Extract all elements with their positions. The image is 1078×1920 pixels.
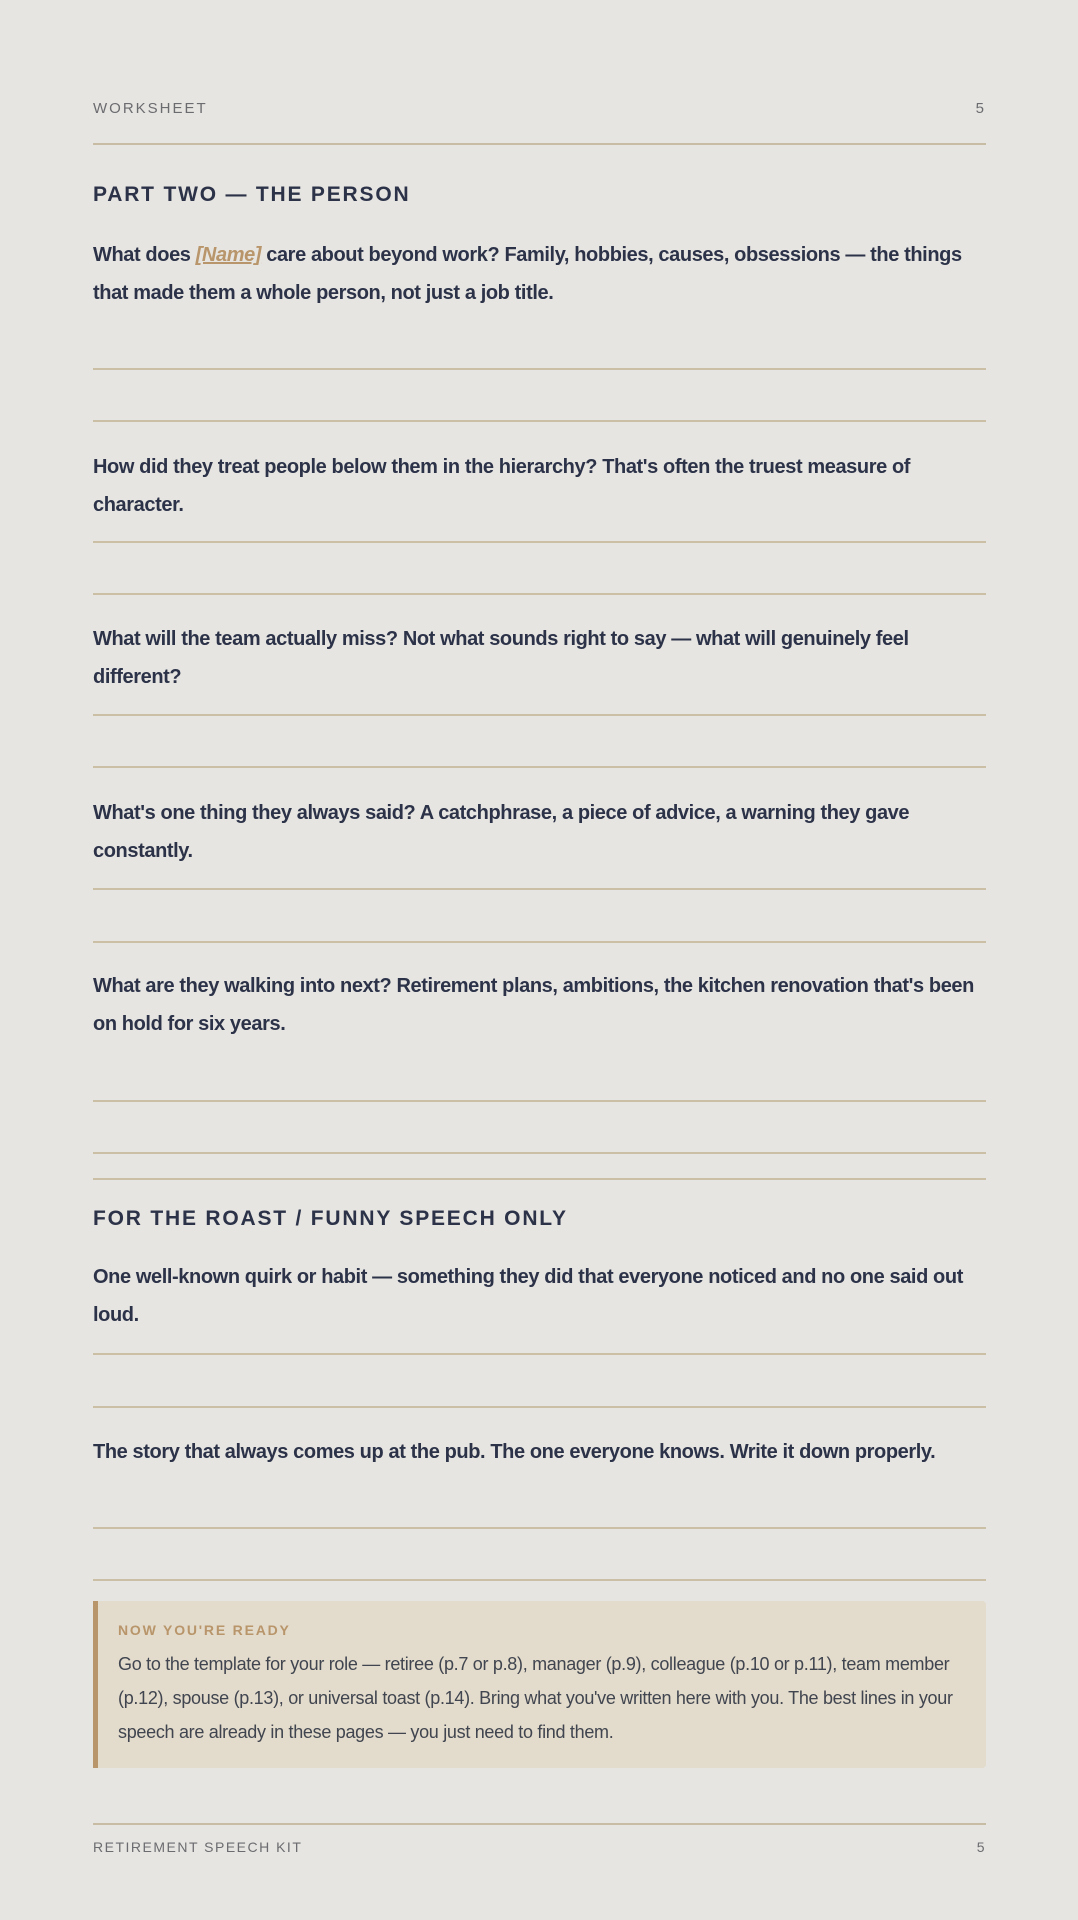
answer-line[interactable] — [93, 1406, 986, 1408]
answer-line[interactable] — [93, 714, 986, 716]
answer-line[interactable] — [93, 1527, 986, 1529]
question-3: What will the team actually miss? Not what sounds right to say — what will genuinely feel different? — [93, 628, 909, 688]
header-divider — [93, 143, 986, 145]
section-divider — [93, 1178, 986, 1180]
answer-line[interactable] — [93, 766, 986, 768]
question-2: How did they treat people below them in the hierarchy? That's often the truest measure of character. — [93, 456, 911, 516]
answer-line[interactable] — [93, 888, 986, 890]
footer-label: RETIREMENT SPEECH KIT — [93, 1839, 303, 1855]
callout-text: Go to the template for your role — retiree (p.7 or p.8), manager (p.9), colleague (p.10 or p.11), team member (p.12), spouse (p.13), or universal toast (p.14). Bring what you've written here with you. The best lines in your speech are already in these pages — you just need to find them. — [118, 1654, 953, 1742]
answer-line[interactable] — [93, 593, 986, 595]
roast-question-1: One well-known quirk or habit — something they did that everyone noticed and no one said out loud. — [93, 1266, 963, 1326]
footer-page-number: 5 — [976, 1839, 986, 1855]
callout-label: NOW YOU'RE READY — [118, 1622, 291, 1638]
answer-line[interactable] — [93, 1152, 986, 1154]
question-1-before: What does — [93, 244, 196, 266]
answer-line[interactable] — [93, 420, 986, 422]
footer-divider — [93, 1823, 986, 1825]
header-page-number: 5 — [975, 100, 986, 117]
answer-line[interactable] — [93, 1100, 986, 1102]
ready-callout — [93, 1601, 986, 1768]
header-label: WORKSHEET — [93, 100, 208, 117]
question-5: What are they walking into next? Retirement plans, ambitions, the kitchen renovation that's been on hold for six years. — [93, 975, 974, 1035]
page-header — [93, 100, 986, 117]
section-title-part-two: PART TWO — THE PERSON — [93, 183, 411, 206]
section-title-roast: FOR THE ROAST / FUNNY SPEECH ONLY — [93, 1207, 568, 1230]
name-placeholder: [Name] — [195, 244, 262, 266]
answer-line[interactable] — [93, 1579, 986, 1581]
question-1-after: care about beyond work? Family, hobbies, causes, obsessions — the things that made them a whole person, not just a job title. — [93, 244, 962, 304]
question-4: What's one thing they always said? A catchphrase, a piece of advice, a warning they gave constantly. — [93, 802, 910, 862]
roast-question-2: The story that always comes up at the pub. The one everyone knows. Write it down properly. — [93, 1441, 936, 1463]
question-1 — [93, 236, 986, 312]
answer-line[interactable] — [93, 1353, 986, 1355]
answer-line[interactable] — [93, 368, 986, 370]
answer-line[interactable] — [93, 541, 986, 543]
answer-line[interactable] — [93, 941, 986, 943]
page-footer — [93, 1839, 986, 1855]
